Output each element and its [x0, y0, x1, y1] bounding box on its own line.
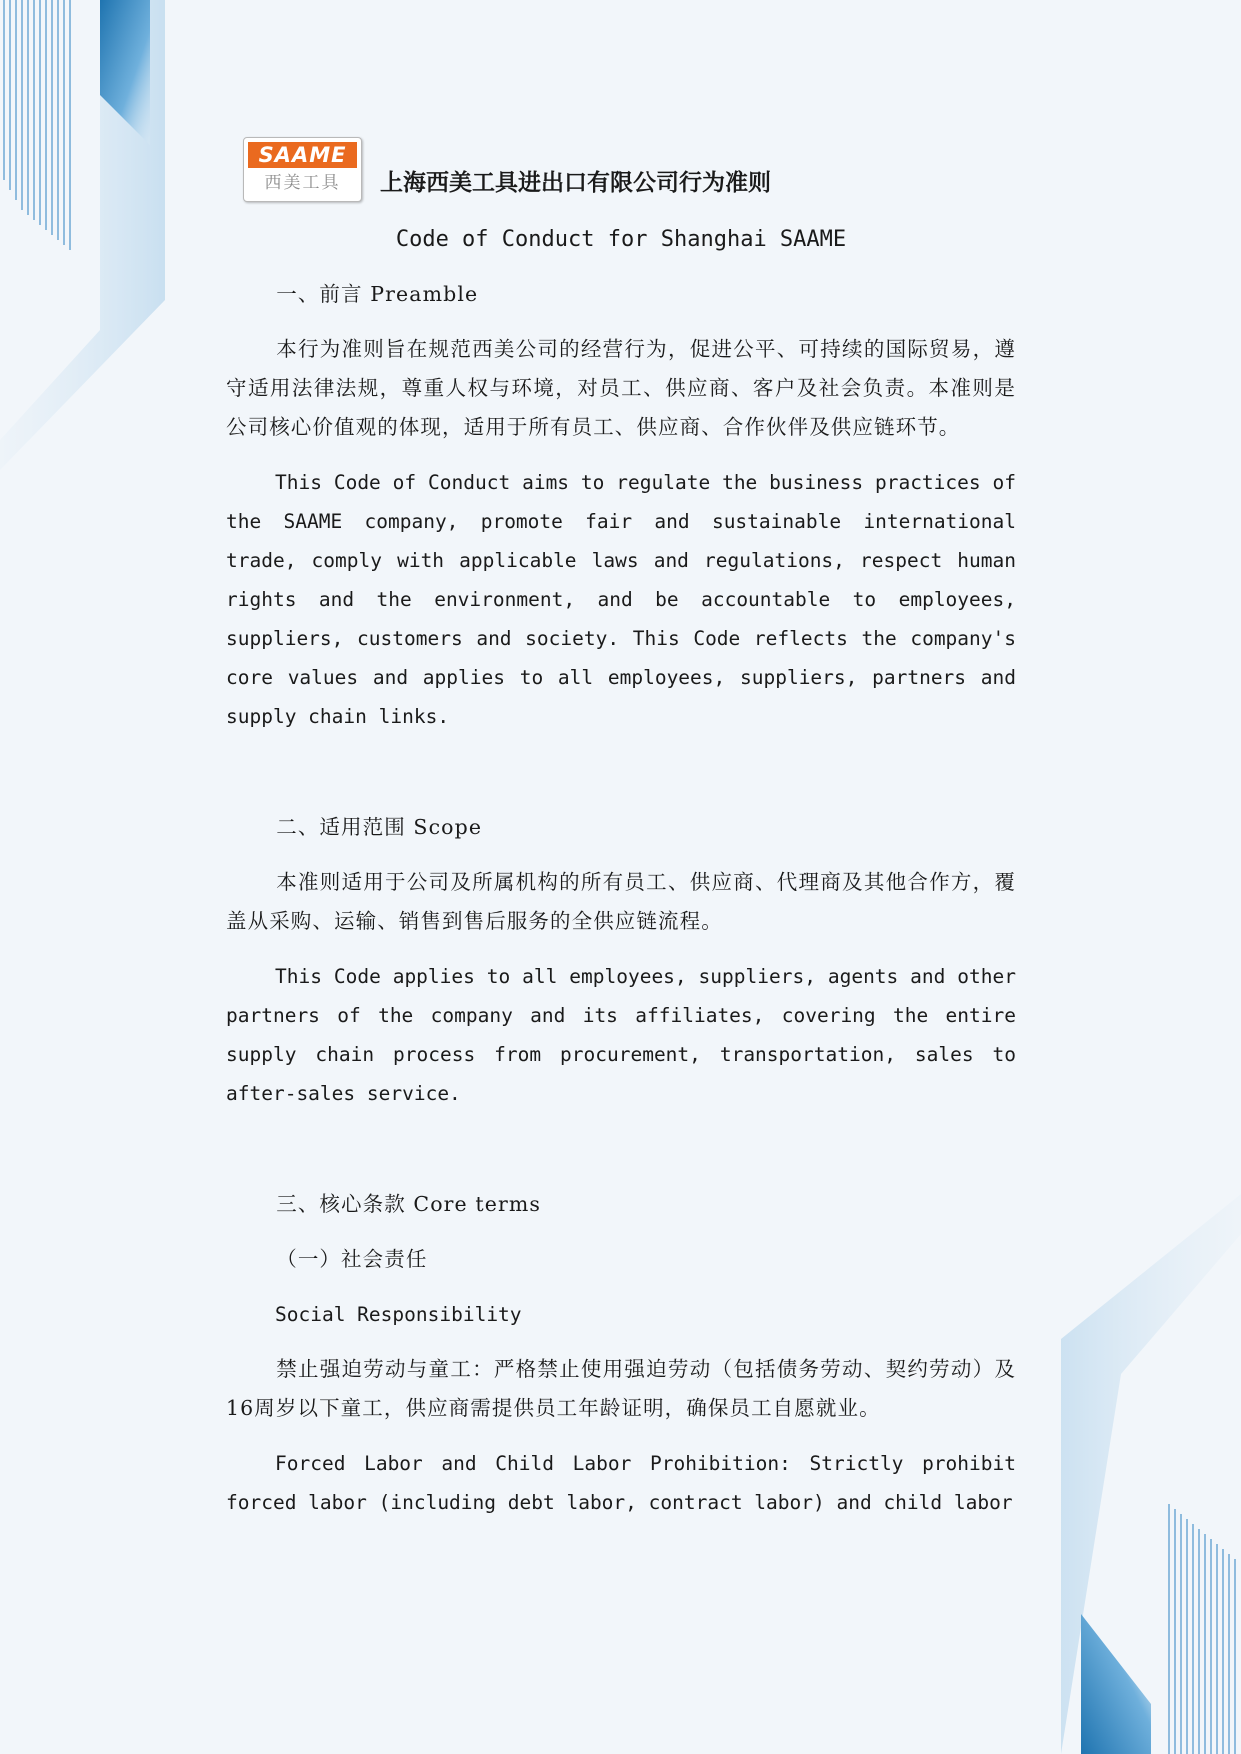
subsection-heading-chinese: （一）社会责任	[276, 1247, 428, 1271]
scope-paragraph-chinese: 本准则适用于公司及所属机构的所有员工、供应商、代理商及其他合作方，覆盖从采购、运输、销售到售后服务的全供应链流程。	[226, 870, 1016, 933]
section-heading-core-terms: 三、核心条款 Core terms	[276, 1192, 542, 1216]
document-title-chinese: 上海西美工具进出口有限公司行为准则	[380, 169, 771, 196]
corner-decoration-top-left	[0, 0, 170, 480]
scope-paragraph-english: This Code applies to all employees, suppliers, agents and other partners of the company and its affiliates, covering the entire supply chain process from procurement, transportation, sales to after-sales service.	[226, 965, 1016, 1105]
company-logo	[243, 137, 362, 202]
forced-labor-paragraph-chinese: 禁止强迫劳动与童工：严格禁止使用强迫劳动（包括债务劳动、契约劳动）及16周岁以下童工，供应商需提供员工年龄证明，确保员工自愿就业。	[226, 1357, 1016, 1420]
document-body	[226, 275, 1016, 1522]
logo-chinese-text: 西美工具	[264, 173, 341, 193]
section-heading-scope: 二、适用范围 Scope	[276, 815, 483, 839]
logo-brand-text: SAAME	[248, 142, 357, 168]
forced-labor-paragraph-english: Forced Labor and Child Labor Prohibition: Strictly prohibit forced labor (including debt labor, contract labor) and child labor	[226, 1452, 1016, 1514]
preamble-paragraph-chinese: 本行为准则旨在规范西美公司的经营行为，促进公平、可持续的国际贸易，遵守适用法律法规，尊重人权与环境，对员工、供应商、客户及社会负责。本准则是公司核心价值观的体现，适用于所有员工、供应商、合作伙伴及供应链环节。	[226, 337, 1016, 439]
corner-decoration-bottom-right	[1061, 1194, 1241, 1754]
preamble-paragraph-english: This Code of Conduct aims to regulate the business practices of the SAAME company, promote fair and sustainable international trade, comply with applicable laws and regulations, respect human rights and the environment, and be accountable to employees, suppliers, customers and society. This Code reflects the company's core values and applies to all employees, suppliers, partners and supply chain links.	[226, 471, 1016, 728]
subsection-heading-english: Social Responsibility	[275, 1303, 522, 1326]
section-heading-preamble: 一、前言 Preamble	[276, 282, 479, 306]
document-title-english: Code of Conduct for Shanghai SAAME	[395, 227, 847, 252]
